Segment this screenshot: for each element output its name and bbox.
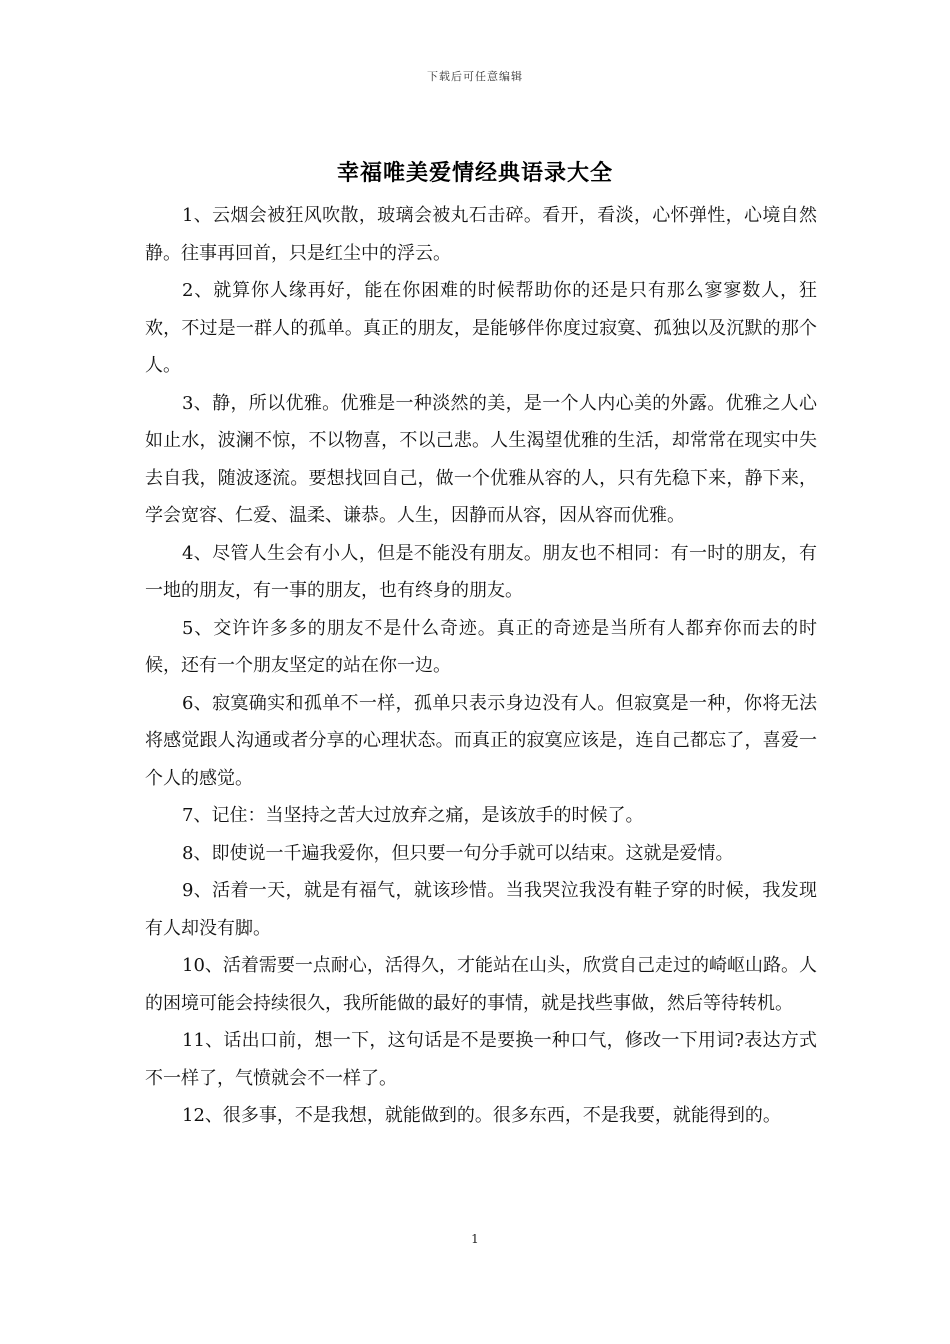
paragraph-4: 4、尽管人生会有小人，但是不能没有朋友。朋友也不相同：有一时的朋友，有一地的朋友，有一事的朋友，也有终身的朋友。 [145,542,817,601]
paragraph-11: 11、话出口前，想一下，这句话是不是要换一种口气，修改一下用词?表达方式不一样了，气愤就会不一样了。 [145,1030,817,1089]
paragraph-8: 8、即使说一千遍我爱你，但只要一句分手就可以结束。这就是爱情。 [182,842,734,864]
page-header-note: 下载后可任意编辑 [427,70,523,83]
paragraph-3: 3、静，所以优雅。优雅是一种淡然的美，是一个人内心美的外露。优雅之人心如止水，波澜不惊，不以物喜，不以己悲。人生渴望优雅的生活，却常常在现实中失去自我，随波逐流。要想找回自己，做一个优雅从容的人，只有先稳下来，静下来，学会宽容、仁爱、温柔、谦恭。人生，因静而从容，因从容而优雅。 [145,392,817,526]
paragraph-2: 2、就算你人缘再好，能在你困难的时候帮助你的还是只有那么寥寥数人，狂欢，不过是一群人的孤单。真正的朋友，是能够伴你度过寂寞、孤独以及沉默的那个人。 [145,280,817,376]
paragraph-7: 7、记住：当坚持之苦大过放弃之痛，是该放手的时候了。 [182,805,644,826]
paragraph-1: 1、云烟会被狂风吹散，玻璃会被丸石击碎。看开，看淡，心怀弹性，心境自然静。往事再回首，只是红尘中的浮云。 [145,205,817,264]
paragraph-5: 5、交许许多多的朋友不是什么奇迹。真正的奇迹是当所有人都弃你而去的时候，还有一个朋友坚定的站在你一边。 [145,617,817,676]
page-number: 1 [471,1232,479,1246]
document-body [145,197,817,1135]
paragraph-6: 6、寂寞确实和孤单不一样，孤单只表示身边没有人。但寂寞是一种，你将无法将感觉跟人沟通或者分享的心理状态。而真正的寂寞应该是，连自己都忘了，喜爱一个人的感觉。 [145,692,817,789]
paragraph-12: 12、很多事，不是我想，就能做到的。很多东西，不是我要，就能得到的。 [182,1105,781,1126]
document-title: 幸福唯美爱情经典语录大全 [336,160,613,186]
paragraph-10: 10、活着需要一点耐心，活得久，才能站在山头，欣赏自己走过的崎岖山路。人的困境可能会持续很久，我所能做的最好的事情，就是找些事做，然后等待转机。 [145,955,817,1014]
paragraph-9: 9、活着一天，就是有福气，就该珍惜。当我哭泣我没有鞋子穿的时候，我发现有人却没有脚。 [145,880,817,939]
